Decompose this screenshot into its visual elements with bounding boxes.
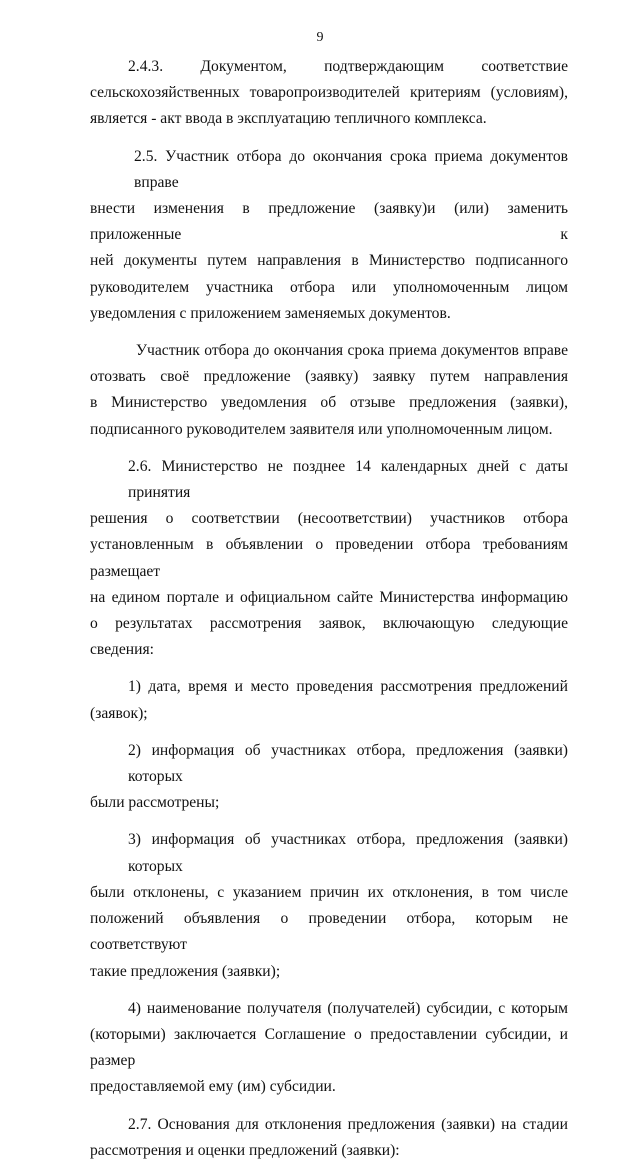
line-word: соответствие <box>481 58 568 75</box>
text-line: является - акт ввода в эксплуатацию тепличного комплекса. <box>90 110 487 128</box>
text-line: на едином портале и официальном сайте Министерства информацию <box>90 588 568 606</box>
text-line: предоставляемой ему (им) субсидии. <box>90 1078 336 1096</box>
text-line: были рассмотрены; <box>90 794 220 812</box>
line-word: 2.4.3. <box>128 58 164 75</box>
text-line: ней документы путем направления в Министерство подписанного <box>90 252 568 270</box>
text-line: решения о соответствии (несоответствии) участников отбора <box>90 510 568 528</box>
text-line: сельскохозяйственных товаропроизводителей критериям (условиям), <box>90 84 568 102</box>
page-number: 9 <box>316 30 324 45</box>
text-line: руководителем участника отбора или уполномоченным лицом <box>90 278 568 296</box>
paragraph-2-5 <box>90 144 568 327</box>
text-line: внести изменения в предложение (заявку)и (или) заменить приложенные к <box>90 200 568 244</box>
list-item-4 <box>90 996 568 1101</box>
text-line <box>90 54 568 80</box>
text-line: 2) информация об участниках отбора, предложения (заявки) которых <box>128 741 568 786</box>
text-line: 4) наименование получателя (получателей) субсидии, с которым <box>128 999 568 1017</box>
list-item-3 <box>90 827 568 984</box>
line-word: Документом, <box>200 58 287 75</box>
line-word: подтверждающим <box>324 58 445 75</box>
text-line: 3) информация об участниках отбора, предложения (заявки) которых <box>128 831 568 875</box>
paragraph-2-7 <box>90 1112 568 1164</box>
list-item-2 <box>90 738 568 817</box>
text-line: были отклонены, с указанием причин их отклонения, в том числе <box>90 883 568 901</box>
paragraph-2-4-3 <box>90 54 568 133</box>
text-line: положений объявления о проведении отбора, которым не соответствуют <box>90 910 568 954</box>
list-item-1 <box>90 674 568 726</box>
text-line: рассмотрения и оценки предложений (заявки): <box>90 1141 400 1159</box>
text-line: (заявок); <box>90 704 148 722</box>
text-line: (которыми) заключается Соглашение о предоставлении субсидии, и размер <box>90 1025 568 1070</box>
text-line: 2.6. Министерство не позднее 14 календарных дней с даты принятия <box>128 457 568 502</box>
paragraph-withdrawal <box>90 338 568 443</box>
text-line: о результатах рассмотрения заявок, включающую следующие сведения: <box>90 615 568 659</box>
text-line: отозвать своё предложение (заявку) заявку путем направления <box>90 368 568 386</box>
paragraph-2-6 <box>90 454 568 664</box>
document-body <box>90 54 568 1164</box>
text-line: 1) дата, время и место проведения рассмотрения предложений <box>128 678 568 696</box>
text-line: Участник отбора до окончания срока приема документов вправе <box>136 342 568 360</box>
text-line: такие предложения (заявки); <box>90 962 281 980</box>
text-line: уведомления с приложением заменяемых документов. <box>90 304 451 322</box>
text-line: 2.7. Основания для отклонения предложения (заявки) на стадии <box>128 1115 568 1133</box>
text-line: в Министерство уведомления об отзыве предложения (заявки), <box>90 394 568 412</box>
text-line: подписанного руководителем заявителя или уполномоченным лицом. <box>90 420 553 438</box>
text-line: 2.5. Участник отбора до окончания срока приема документов вправе <box>134 147 568 191</box>
text-line: установленным в объявлении о проведении отбора требованиям размещает <box>90 536 568 580</box>
